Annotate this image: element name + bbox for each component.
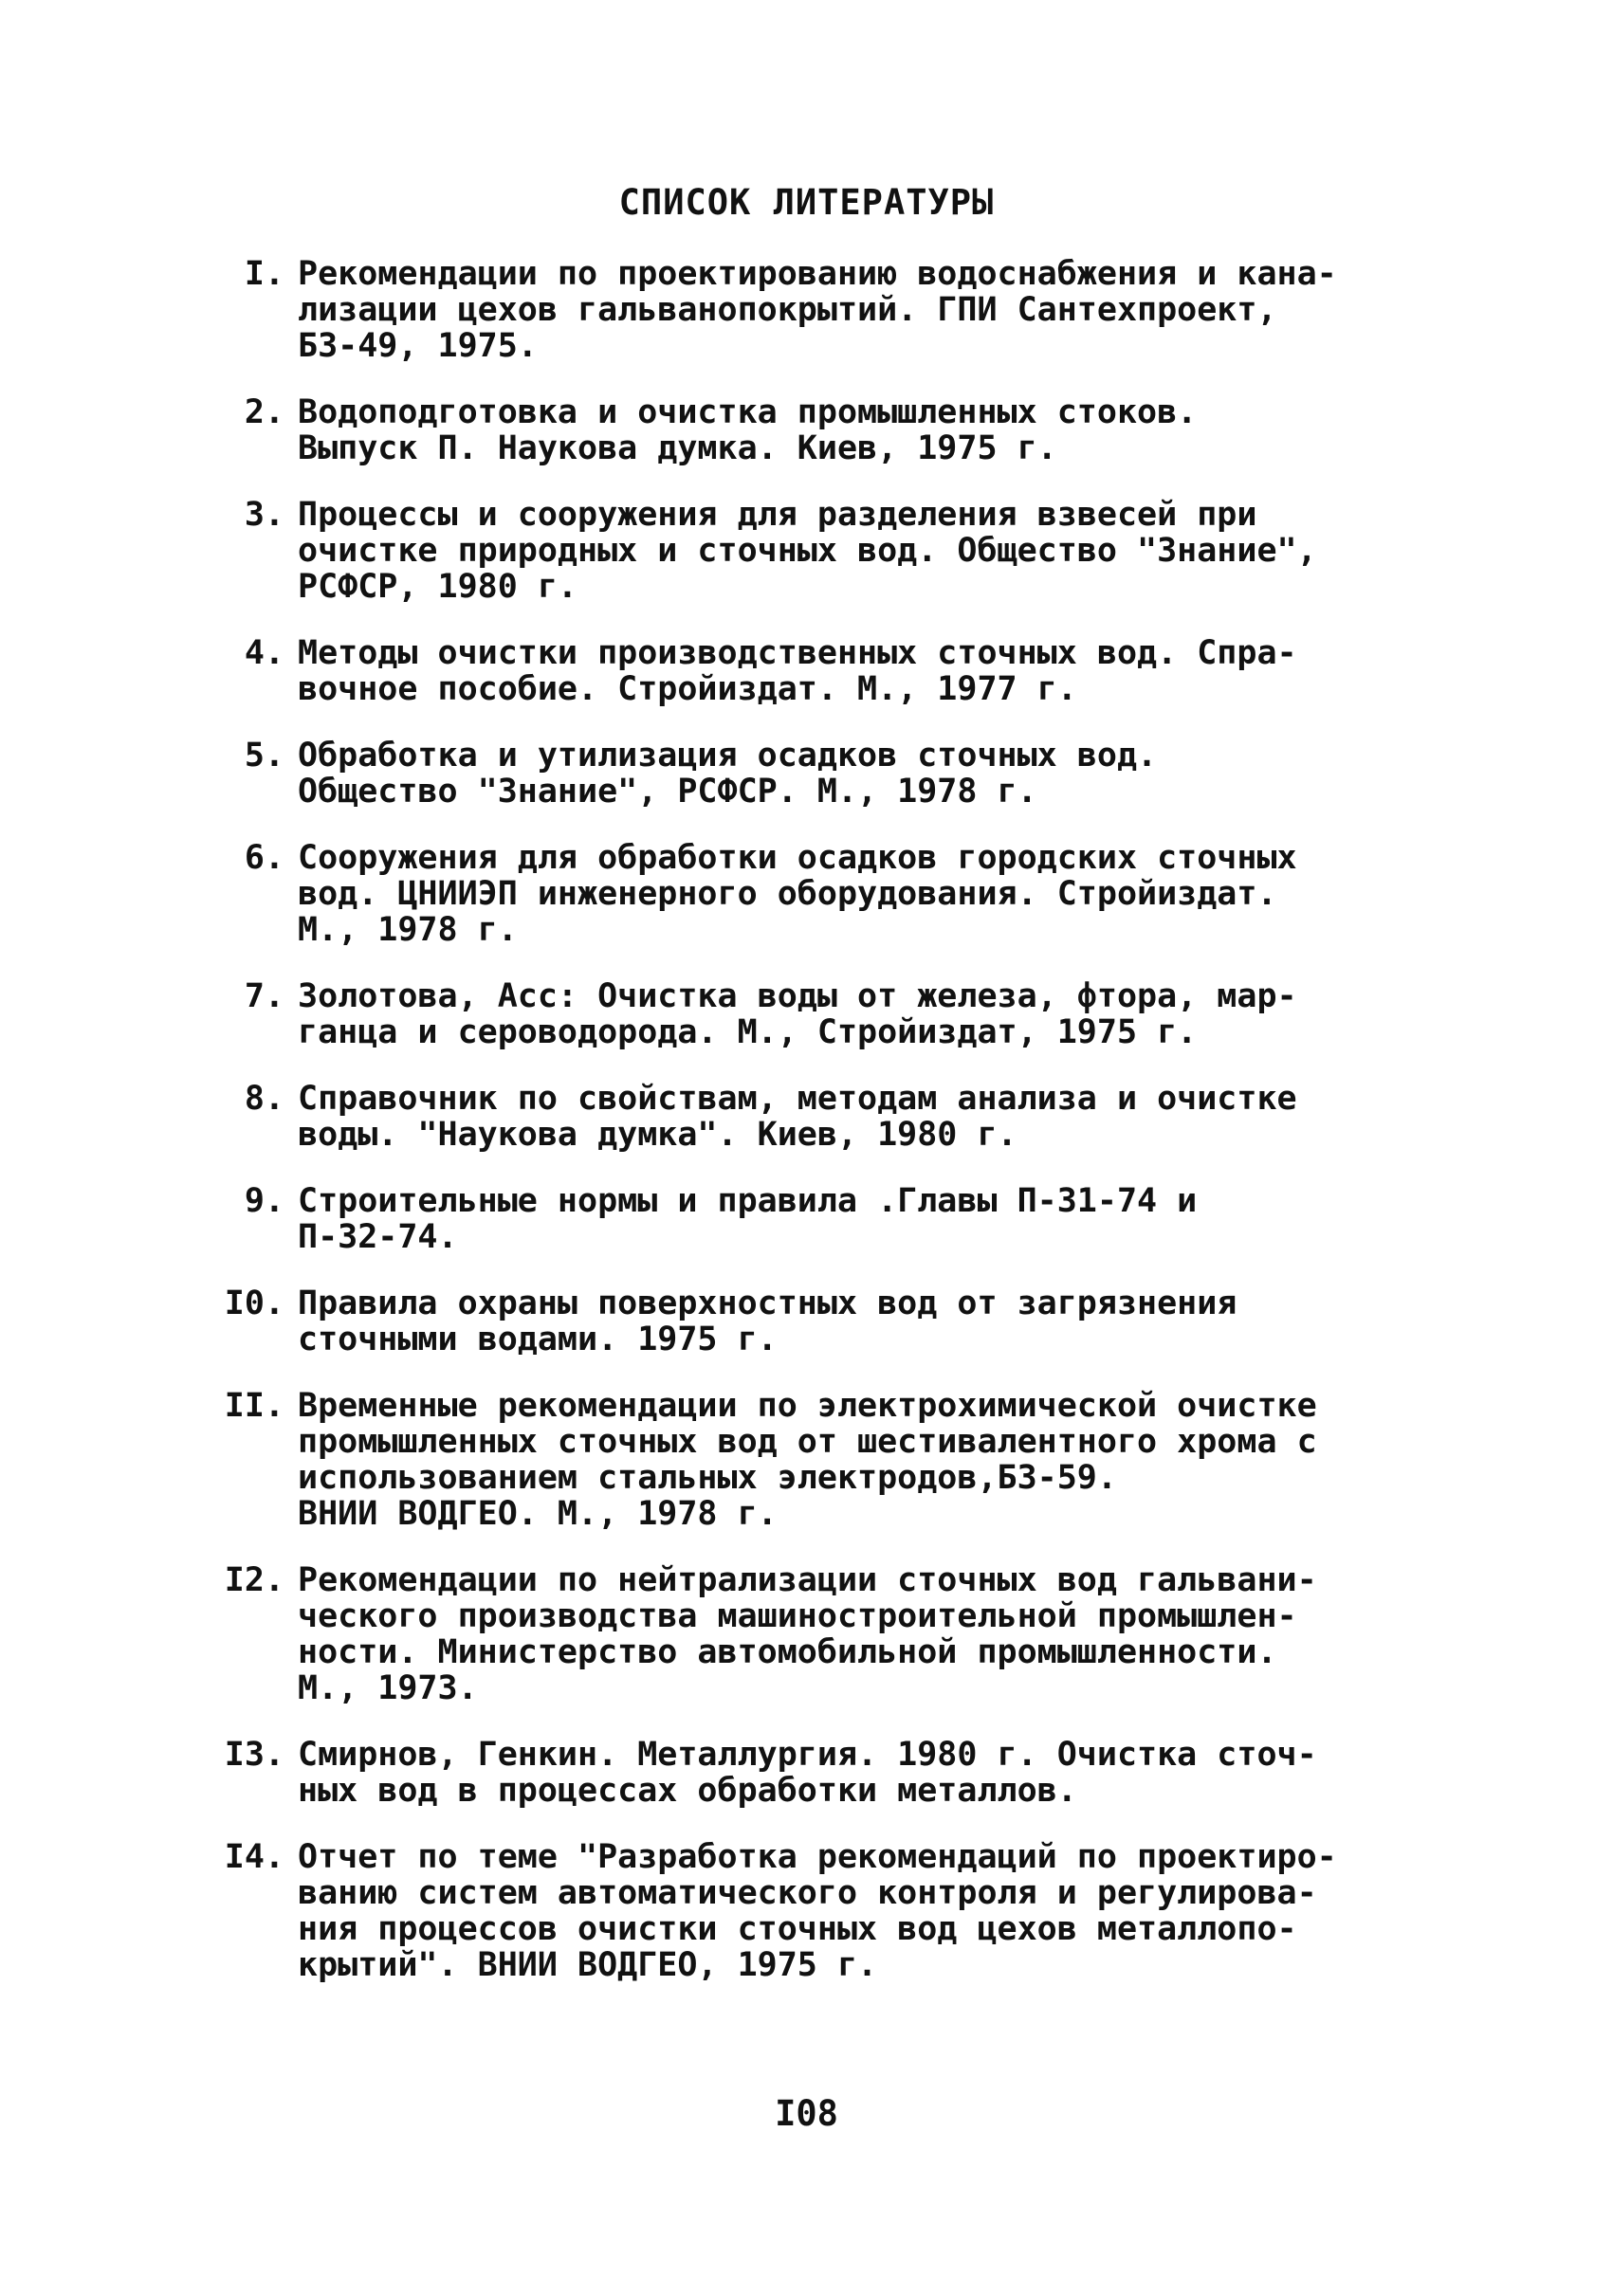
page-title: СПИСОК ЛИТЕРАТУРЫ bbox=[618, 182, 995, 223]
reference-number: 5. bbox=[244, 737, 284, 774]
reference-number: I4. bbox=[224, 1838, 284, 1876]
reference-text: Строительные нормы и правила .Главы П-31-74 и П-32-74. bbox=[298, 1182, 1198, 1256]
reference-item bbox=[185, 635, 1418, 707]
reference-item bbox=[185, 1562, 1418, 1706]
reference-item bbox=[185, 1737, 1418, 1809]
reference-item bbox=[185, 256, 1418, 364]
reference-text: Процессы и сооружения для разделения взвесей при очистке природных и сточных вод. Общество "Знание", РСФСР, 1980 г. bbox=[298, 496, 1317, 606]
reference-text: Временные рекомендации по электрохимической очистке промышленных сточных вод от шестивалентного хрома с использованием стальных электродов,Б3-59. ВНИИ ВОДГЕО. М., 1978 г. bbox=[298, 1387, 1317, 1533]
reference-text: Смирнов, Генкин. Металлургия. 1980 г. Очистка сточ- ных вод в процессах обработки металлов. bbox=[298, 1736, 1317, 1810]
reference-text: Методы очистки производственных сточных вод. Спра- вочное пособие. Стройиздат. М., 1977 г. bbox=[298, 634, 1297, 708]
reference-text: Золотова, Асс: Очистка воды от железа, фтора, мар- ганца и сероводорода. М., Стройиздат, 1975 г. bbox=[298, 977, 1297, 1051]
reference-number: 4. bbox=[244, 634, 284, 672]
reference-number: II. bbox=[224, 1387, 284, 1425]
page-number: I08 bbox=[775, 2093, 838, 2134]
reference-text: Сооружения для обработки осадков городских сточных вод. ЦНИИЭП инженерного оборудования. Стройиздат. М., 1978 г. bbox=[298, 839, 1297, 949]
reference-text: Справочник по свойствам, методам анализа и очистке воды. "Наукова думка". Киев, 1980 г. bbox=[298, 1080, 1297, 1154]
reference-item bbox=[185, 497, 1418, 605]
reference-item bbox=[185, 394, 1418, 466]
reference-number: 3. bbox=[244, 496, 284, 534]
reference-item bbox=[185, 840, 1418, 948]
reference-number: I0. bbox=[224, 1285, 284, 1322]
reference-text: Отчет по теме "Разработка рекомендаций по проектиро- ванию систем автоматического контроля и регулирова- ния процессов очистки сточных вод цехов металлопо- крытий". ВНИИ ВОДГЕО, 1975 г. bbox=[298, 1838, 1337, 1984]
reference-text: Рекомендации по нейтрализации сточных вод гальвани- ческого производства машиностроительной промышлен- ности. Министерство автомобильной промышленности. М., 1973. bbox=[298, 1561, 1317, 1707]
reference-number: I3. bbox=[224, 1736, 284, 1774]
reference-number: 7. bbox=[244, 977, 284, 1015]
reference-text: Рекомендации по проектированию водоснабжения и кана- лизации цехов гальванопокрытий. ГПИ Сантехпроект, Б3-49, 1975. bbox=[298, 255, 1337, 365]
reference-item bbox=[185, 978, 1418, 1050]
reference-number: 8. bbox=[244, 1080, 284, 1118]
reference-item bbox=[185, 1285, 1418, 1358]
reference-number: 9. bbox=[244, 1182, 284, 1220]
reference-text: Обработка и утилизация осадков сточных вод. Общество "Знание", РСФСР. М., 1978 г. bbox=[298, 737, 1158, 811]
reference-number: I2. bbox=[224, 1561, 284, 1599]
reference-text: Водоподготовка и очистка промышленных стоков. Выпуск П. Наукова думка. Киев, 1975 г. bbox=[298, 393, 1198, 467]
reference-item bbox=[185, 1183, 1418, 1255]
reference-item bbox=[185, 1388, 1418, 1532]
reference-item bbox=[185, 1839, 1418, 1983]
reference-list bbox=[185, 256, 1418, 2014]
reference-number: I. bbox=[244, 255, 284, 293]
reference-text: Правила охраны поверхностных вод от загрязнения сточными водами. 1975 г. bbox=[298, 1285, 1237, 1358]
reference-number: 6. bbox=[244, 839, 284, 877]
reference-number: 2. bbox=[244, 393, 284, 431]
reference-item bbox=[185, 1081, 1418, 1153]
reference-item bbox=[185, 738, 1418, 810]
